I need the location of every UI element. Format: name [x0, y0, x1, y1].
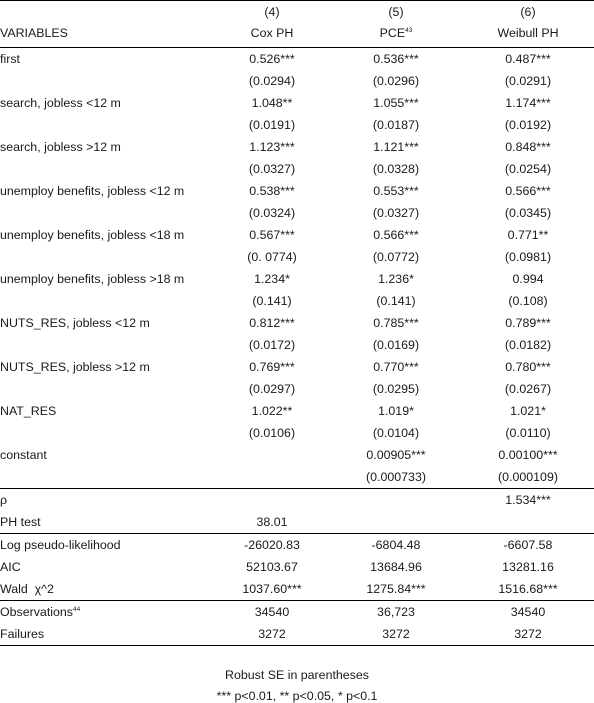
standard-error-cell: (0.0254) — [504, 162, 552, 176]
standard-error-cell: (0.0169) — [372, 338, 420, 352]
variable-label-empty — [0, 290, 214, 312]
variable-label: search, jobless >12 m — [0, 140, 121, 154]
aic-label: AIC — [0, 560, 21, 574]
coefficient-cell: 0.538*** — [249, 184, 295, 198]
failures-label: Failures — [0, 623, 214, 646]
variable-label-empty — [0, 466, 214, 489]
observations-label: Observations$^{44}$ — [0, 601, 214, 624]
coefficient-cell: 0.00905*** — [366, 448, 426, 462]
failures-row — [0, 623, 594, 646]
model-name-pce: PCE$^{43}$ — [379, 26, 413, 40]
variable-label: constant — [0, 448, 47, 462]
coefficient-row — [0, 224, 594, 246]
coefficient-cell: 0.785*** — [373, 316, 419, 330]
coefficient-cell: 1.234* — [254, 272, 290, 286]
coefficient-cell: 0.780*** — [505, 360, 551, 374]
ph-test-row — [0, 511, 594, 534]
header-model-numbers-row — [0, 1, 594, 22]
standard-error-cell: (0.0324) — [248, 206, 296, 220]
coefficient-cell: 1.048** — [251, 96, 293, 110]
failures-value: 3272 — [214, 623, 330, 646]
standard-error-cell: (0.0192) — [504, 118, 552, 132]
standard-error-row — [0, 70, 594, 92]
failures-value: 3272 — [330, 623, 462, 646]
standard-error-cell: (0.0328) — [372, 162, 420, 176]
rho-value: 1.534*** — [462, 489, 594, 512]
standard-error-row — [0, 158, 594, 180]
observations-value: 34540 — [462, 601, 594, 624]
wald-value: 1037.60*** — [242, 582, 302, 596]
variable-label-empty — [0, 70, 214, 92]
standard-error-row — [0, 290, 594, 312]
standard-error-cell: (0.0106) — [248, 426, 296, 440]
observations-value: 34540 — [214, 601, 330, 624]
standard-error-cell: (0.0182) — [504, 338, 552, 352]
observations-value: 36,723 — [330, 601, 462, 624]
aic-row — [0, 556, 594, 578]
loglik-value: -26020.83 — [214, 534, 330, 557]
coefficient-cell: 0.789*** — [505, 316, 551, 330]
coefficient-cell: 1.121*** — [373, 140, 419, 154]
ph-test-label: PH test — [0, 515, 41, 529]
standard-error-cell: (0.0295) — [372, 382, 420, 396]
significance-note: *** p<0.01, ** p<0.05, * p<0.1 — [216, 689, 378, 703]
standard-error-cell: (0.0267) — [504, 382, 552, 396]
model-name-weibull-ph: Weibull PH — [497, 26, 559, 40]
standard-error-cell: (0.000109) — [498, 470, 558, 484]
footnote-44-marker: 44 — [73, 606, 81, 613]
standard-error-cell — [214, 466, 330, 489]
rho-label: ρ — [0, 489, 214, 512]
variable-label-empty — [0, 246, 214, 268]
standard-error-row — [0, 378, 594, 400]
model-number-5: (5) — [330, 1, 462, 22]
coefficient-row — [0, 180, 594, 202]
standard-error-cell: (0.0327) — [248, 162, 296, 176]
standard-error-cell: (0.0345) — [504, 206, 552, 220]
standard-error-cell: (0.0110) — [505, 426, 551, 440]
variable-label-empty — [0, 202, 214, 224]
variable-label: search, jobless <12 m — [0, 96, 121, 110]
coefficient-cell: 0.771** — [507, 228, 549, 242]
header-model-names-row — [0, 21, 594, 48]
standard-error-cell: (0.0772) — [372, 250, 420, 264]
rho-value — [330, 489, 462, 512]
standard-error-cell: (0.108) — [508, 294, 548, 308]
standard-error-cell: (0.141) — [376, 294, 416, 308]
loglik-value: -6607.58 — [462, 534, 594, 557]
coefficient-cell: 0.812*** — [249, 316, 295, 330]
coefficient-cell: 1.019* — [378, 404, 414, 418]
standard-error-row — [0, 422, 594, 444]
wald-label: Wald χ^2 — [0, 582, 54, 596]
ph-test-value — [330, 511, 462, 534]
standard-error-row — [0, 202, 594, 224]
model-number-6: (6) — [462, 1, 594, 22]
se-note: Robust SE in parentheses — [225, 668, 369, 682]
coefficient-cell: 0.566*** — [505, 184, 551, 198]
coefficient-row — [0, 356, 594, 378]
ph-test-value: 38.01 — [256, 515, 288, 529]
coefficient-cell: 0.487*** — [462, 48, 594, 71]
standard-error-cell: (0.0172) — [248, 338, 296, 352]
variables-header: VARIABLES — [0, 26, 68, 40]
variable-label: first — [0, 48, 214, 71]
variable-label: unemploy benefits, jobless >18 m — [0, 272, 185, 286]
standard-error-cell: (0.0327) — [372, 206, 420, 220]
standard-error-cell: (0.0297) — [248, 382, 296, 396]
coefficient-row — [0, 268, 594, 290]
footnote-43-marker: 43 — [405, 27, 413, 34]
standard-error-row — [0, 466, 594, 489]
rho-row — [0, 489, 594, 512]
wald-row — [0, 578, 594, 601]
standard-error-cell: (0.0191) — [248, 118, 296, 132]
variable-label-empty — [0, 334, 214, 356]
model-number-4: (4) — [214, 1, 330, 22]
coefficient-cell: 1.055*** — [373, 96, 419, 110]
standard-error-cell: (0.0296) — [372, 74, 420, 88]
variable-label: unemploy benefits, jobless <18 m — [0, 228, 185, 242]
loglik-row — [0, 534, 594, 557]
coefficient-cell — [214, 444, 330, 466]
standard-error-cell: (0.0104) — [372, 426, 420, 440]
coefficient-cell: 0.994 — [512, 272, 544, 286]
variable-label-empty — [0, 422, 214, 444]
standard-error-cell: (0.000733) — [366, 470, 426, 484]
coefficient-cell: 0.567*** — [249, 228, 295, 242]
coefficient-row — [0, 400, 594, 422]
variable-label: unemploy benefits, jobless <12 m — [0, 184, 185, 198]
coefficient-cell: 1.022** — [251, 404, 293, 418]
coefficient-row — [0, 312, 594, 334]
standard-error-cell: (0.0291) — [504, 74, 552, 88]
aic-value: 13684.96 — [370, 560, 422, 574]
coefficient-cell: 0.566*** — [373, 228, 419, 242]
coefficient-rows — [0, 48, 594, 489]
loglik-label: Log pseudo-likelihood — [0, 534, 214, 557]
variable-label: NAT_RES — [0, 404, 57, 418]
coefficient-row — [0, 92, 594, 114]
observations-row — [0, 601, 594, 624]
variable-label-empty — [0, 378, 214, 400]
header-empty-cell — [0, 1, 214, 22]
wald-value: 1516.68*** — [498, 582, 558, 596]
wald-value: 1275.84*** — [366, 582, 426, 596]
aic-value: 52103.67 — [246, 560, 298, 574]
rho-value — [214, 489, 330, 512]
coefficient-cell: 1.236* — [378, 272, 414, 286]
standard-error-row — [0, 334, 594, 356]
coefficient-cell: 0.536*** — [330, 48, 462, 71]
standard-error-cell: (0.141) — [252, 294, 292, 308]
coefficient-row — [0, 48, 594, 71]
standard-error-row — [0, 114, 594, 136]
loglik-value: -6804.48 — [330, 534, 462, 557]
variable-label-empty — [0, 158, 214, 180]
coefficient-cell: 0.769*** — [249, 360, 295, 374]
standard-error-cell: (0.0187) — [372, 118, 420, 132]
variable-label: NUTS_RES, jobless >12 m — [0, 360, 150, 374]
ph-test-value — [462, 511, 594, 534]
coefficient-row — [0, 136, 594, 158]
aic-value: 13281.16 — [502, 560, 554, 574]
standard-error-cell: (0.0981) — [504, 250, 552, 264]
coefficient-cell: 0.00100*** — [498, 448, 558, 462]
coefficient-cell: 1.174*** — [505, 96, 551, 110]
standard-error-cell: (0. 0774) — [247, 250, 297, 264]
coefficient-row — [0, 444, 594, 466]
coefficient-cell: 0.848*** — [505, 140, 551, 154]
coefficient-cell: 0.553*** — [373, 184, 419, 198]
variable-label-empty — [0, 114, 214, 136]
standard-error-row — [0, 246, 594, 268]
coefficient-cell: 1.123*** — [249, 140, 295, 154]
coefficient-cell: 0.770*** — [373, 360, 419, 374]
coefficient-cell: 0.526*** — [214, 48, 330, 71]
failures-value: 3272 — [462, 623, 594, 646]
variable-label: NUTS_RES, jobless <12 m — [0, 316, 150, 330]
model-name-cox-ph: Cox PH — [250, 26, 294, 40]
coefficient-cell: 1.021* — [510, 404, 546, 418]
standard-error-cell: (0.0294) — [248, 74, 296, 88]
